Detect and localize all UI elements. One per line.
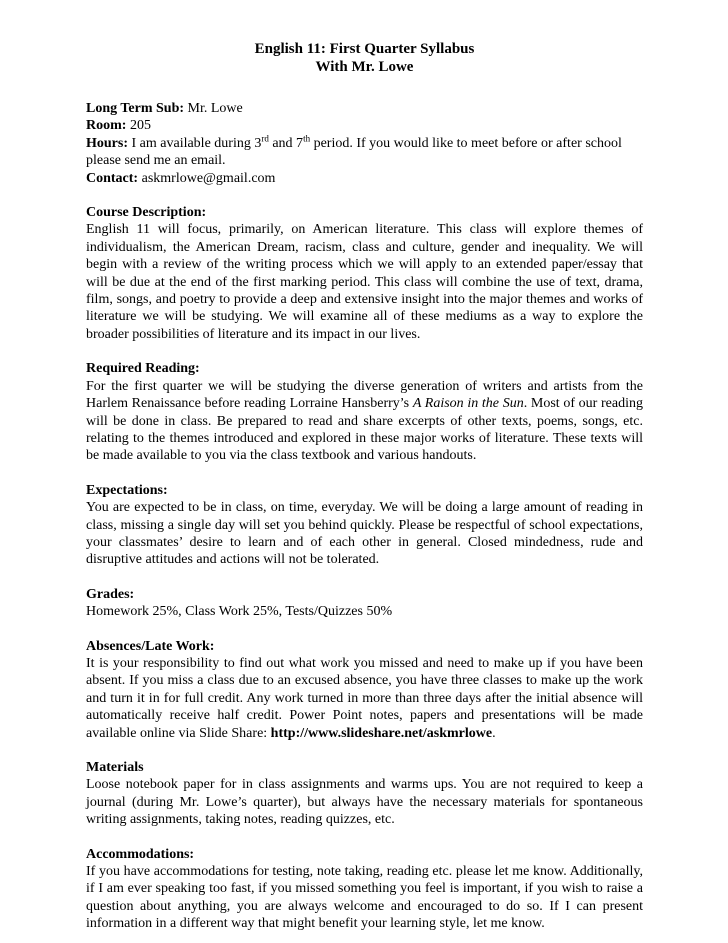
contact-line — [86, 170, 643, 187]
contact-info — [86, 100, 643, 187]
accommodations-section — [86, 846, 643, 933]
required-reading-heading: Required Reading: — [86, 361, 200, 377]
course-description-body: English 11 will focus, primarily, on American literature. This class will explore themes of individualism, the American Dream, racism, class and culture, gender and inequality. We will begin with a review of the writing process which we will apply to an extended paper/essay that will be due at the end of the first marking period. This class will combine the use of text, drama, film, songs, and poetry to provide a deep and extensive insight into the major themes and works of literature we will be studying. We will examine all of these mediums as a way to explore the broader possibilities of literature and its impact in our lives. — [86, 222, 643, 342]
hours-label: Hours: — [86, 135, 128, 151]
hours-sup-a: rd — [261, 133, 269, 144]
materials-heading: Materials — [86, 760, 144, 775]
hours-text-b: and 7 — [268, 135, 304, 151]
title-line-2: With Mr. Lowe — [315, 59, 414, 75]
sub-line — [86, 100, 643, 117]
absences-body-text: It is your responsibility to find out what work you missed and need to make up if you have been absent. If you miss a class due to an excused absence, you have three classes to make up the work and turn it in for full credit. Any work turned in more than three days after the initial absence will automatically receive half credit. Power Point notes, papers and presentations will be made available online via Slide Share: — [86, 655, 643, 741]
room-label: Room: — [86, 118, 127, 134]
expectations-body: You are expected to be in class, on time, everyday. We will be doing a large amount of reading in class, missing a single day will set you behind quickly. Please be respectful of school expectations, your classmates’ desire to learn and of each other in general. Closed mindedness, rude and disruptive attitudes and actions will not be tolerated. — [86, 500, 643, 568]
book-title: A Raison in the Sun — [412, 396, 524, 412]
required-reading-body — [86, 378, 643, 465]
accommodations-heading: Accommodations: — [86, 846, 195, 862]
absences-heading: Absences/Late Work: — [86, 638, 215, 654]
room-value: 205 — [126, 118, 151, 134]
materials-body: Loose notebook paper for in class assignments and warms ups. You are not required to keep a journal (during Mr. Lowe’s quarter), but always have the necessary materials for spontaneous writing assignments, taking notes, reading quizzes, etc. — [86, 777, 643, 828]
contact-label: Contact: — [86, 170, 139, 186]
required-reading-section — [86, 360, 643, 464]
sub-value: Mr. Lowe — [184, 101, 243, 116]
room-line — [86, 117, 643, 134]
expectations-heading: Expectations: — [86, 482, 168, 498]
absences-body — [86, 655, 643, 742]
hours-text-c: period. If you would like to meet before or after school please send me an email. — [86, 135, 622, 169]
hours-text-a: I am available during 3 — [128, 135, 262, 151]
expectations-section — [86, 482, 643, 569]
contact-email: askmrlowe@gmail.com — [138, 170, 276, 186]
course-description-heading: Course Description: — [86, 205, 207, 221]
hours-sup-b: th — [303, 133, 311, 144]
sub-label: Long Term Sub: — [86, 101, 185, 116]
absences-end: . — [492, 725, 496, 741]
slideshare-link[interactable]: http://www.slideshare.net/askmrlowe — [270, 725, 493, 741]
required-reading-body-b: . Most of our reading will be done in class. Be prepared to read and share excerpts of other texts, poems, songs, etc. relating to the themes introduced and explored in these major works of literature. These texts will be made available to you via the class textbook and various handouts. — [86, 396, 643, 464]
absences-section — [86, 638, 643, 742]
course-description-section — [86, 204, 643, 343]
required-reading-body-a: For the first quarter we will be studying the diverse generation of writers and artists from the Harlem Renaissance before reading Lorraine Hansberry’s — [86, 378, 643, 412]
grades-section — [86, 586, 643, 621]
grades-body: Homework 25%, Class Work 25%, Tests/Quizzes 50% — [86, 604, 393, 620]
accommodations-body: If you have accommodations for testing, note taking, reading etc. please let me know. Additionally, if I am ever speaking too fast, if you missed something you feel is important, if you wish to raise a question about anything, you are always welcome and encouraged to do so. If I can present information in a different way that might benefit your learning style, let me know. — [86, 864, 643, 932]
hours-line — [86, 135, 643, 170]
materials-section — [86, 759, 643, 829]
grades-heading: Grades: — [86, 586, 135, 602]
page-title — [86, 40, 643, 76]
title-line-1: English 11: First Quarter Syllabus — [254, 41, 475, 57]
